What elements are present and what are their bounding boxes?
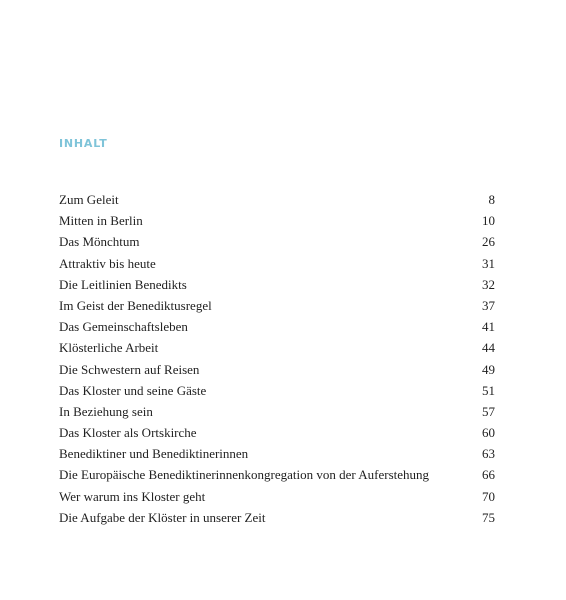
toc-entry-title: In Beziehung sein: [59, 403, 153, 419]
toc-entry: [59, 256, 495, 277]
toc-entry-title: Im Geist der Benediktusregel: [59, 297, 212, 313]
toc-entry: [59, 362, 495, 383]
toc-list: [59, 192, 495, 531]
toc-entry-title: Das Gemeinschaftsleben: [59, 319, 188, 335]
toc-entry-title: Benediktiner und Benediktinerinnen: [59, 446, 249, 462]
toc-entry: [59, 192, 495, 213]
toc-entry: [59, 404, 495, 425]
toc-entry-title: Das Mönchtum: [59, 234, 140, 250]
toc-entry-title: Mitten in Berlin: [59, 213, 143, 229]
toc-entry-title: Die Aufgabe der Klöster in unserer Zeit: [59, 509, 266, 525]
toc-entry: [59, 277, 495, 298]
toc-entry-page: 32: [482, 276, 495, 292]
toc-entry-title: Wer warum ins Kloster geht: [59, 488, 206, 504]
toc-entry: [59, 340, 495, 361]
toc-entry-title: Das Kloster und seine Gäste: [59, 382, 207, 398]
toc-entry-title: Die Leitlinien Benedikts: [59, 276, 187, 292]
toc-entry: [59, 213, 495, 234]
toc-entry-page: 63: [482, 446, 495, 462]
toc-entry-page: 37: [482, 297, 495, 313]
toc-entry: [59, 383, 495, 404]
toc-entry: [59, 298, 495, 319]
toc-entry-title: Das Kloster als Ortskirche: [59, 425, 197, 441]
toc-entry: [59, 489, 495, 510]
toc-entry-page: 26: [482, 234, 495, 250]
toc-entry-page: 10: [482, 213, 495, 229]
toc-entry-page: 31: [482, 255, 495, 271]
toc-entry: [59, 425, 495, 446]
toc-entry-page: 75: [482, 509, 495, 525]
toc-entry-page: 51: [482, 382, 495, 398]
toc-entry-title: Zum Geleit: [59, 192, 119, 207]
toc-entry: [59, 510, 495, 531]
toc-entry-page: 66: [482, 467, 495, 483]
toc-entry: [59, 446, 495, 467]
toc-entry: [59, 234, 495, 255]
toc-entry-title: Klösterliche Arbeit: [59, 340, 159, 356]
toc-entry: [59, 319, 495, 340]
toc-entry-page: 44: [482, 340, 495, 356]
toc-entry-page: 41: [482, 319, 495, 335]
toc-entry-page: 49: [482, 361, 495, 377]
toc-entry-title: Die Schwestern auf Reisen: [59, 361, 200, 377]
toc-heading: INHALT: [59, 137, 108, 150]
toc-entry-page: 60: [482, 425, 495, 441]
toc-entry-title: Attraktiv bis heute: [59, 255, 156, 271]
toc-entry-title: Die Europäische Benediktinerinnenkongregation von der Auferstehung: [59, 467, 430, 483]
toc-entry: [59, 467, 495, 488]
toc-entry-page: 57: [482, 403, 495, 419]
toc-entry-page: 70: [482, 488, 495, 504]
toc-entry-page: 8: [488, 192, 495, 207]
